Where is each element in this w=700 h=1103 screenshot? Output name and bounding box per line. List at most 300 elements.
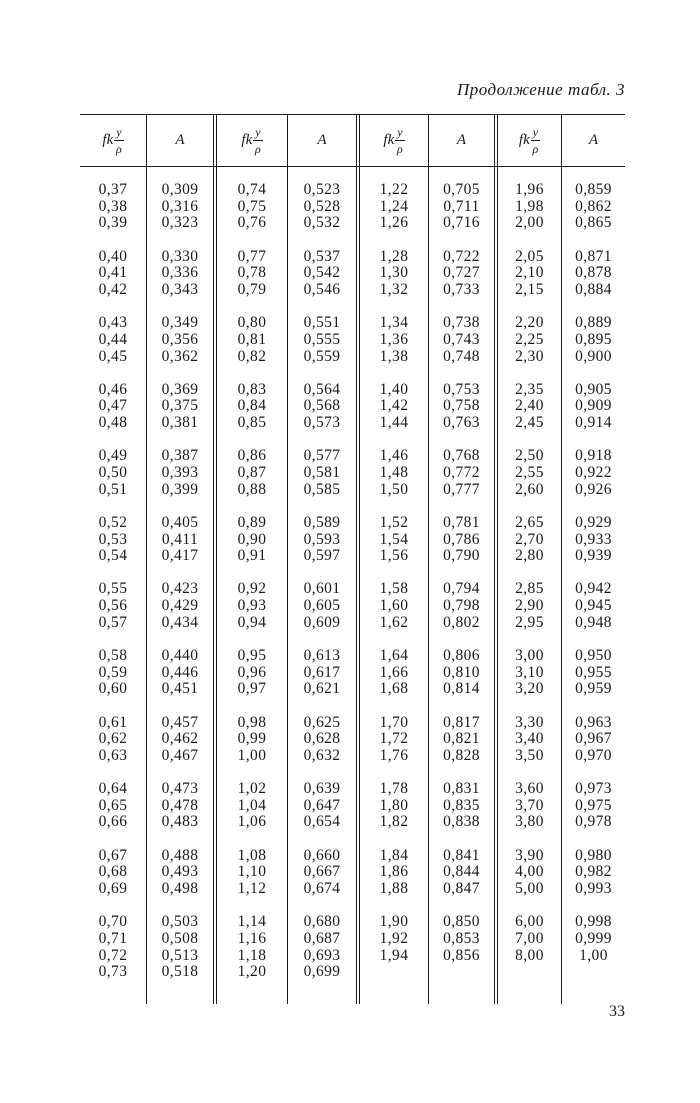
arg-cell: 1,80 [379, 796, 409, 814]
val-cell: 0,589 [303, 513, 341, 531]
row-group [429, 382, 494, 432]
arg-cell: 3,30 [515, 713, 544, 731]
row-group [217, 848, 287, 898]
row-group [288, 648, 356, 698]
arg-cell: 1,46 [379, 447, 409, 465]
arg-cell: 1,28 [379, 247, 409, 265]
arg-cell: 1,98 [515, 197, 544, 215]
val-cell: 0,498 [161, 880, 199, 897]
arg-cell: 0,55 [98, 580, 128, 598]
val-cell: 0,323 [161, 214, 199, 232]
val-cell: 0,381 [161, 414, 199, 432]
val-cell: 0,362 [161, 347, 199, 365]
arg-cell: 0,50 [98, 463, 128, 481]
val-cell: 0,878 [575, 264, 612, 282]
row-group [429, 581, 494, 631]
arg-cell: 3,90 [515, 846, 544, 864]
arg-cell: 0,91 [237, 547, 267, 565]
arg-cell: 3,50 [515, 746, 544, 764]
row-group [80, 781, 146, 831]
val-cell: 0,405 [161, 513, 199, 531]
row-group [562, 315, 625, 365]
arg-cell: 2,60 [515, 480, 544, 498]
arg-cell: 3,40 [515, 730, 544, 748]
arg-cell: 1,54 [379, 530, 409, 548]
row-group [562, 781, 625, 831]
table-caption: Продолжение табл. 3 [456, 80, 625, 99]
arg-cell: 2,45 [515, 414, 544, 432]
table-header-rule [80, 166, 625, 167]
arg-cell: 0,41 [98, 264, 128, 282]
val-cell: 0,786 [443, 530, 480, 548]
val-cell: 0,768 [443, 447, 480, 465]
row-group [429, 848, 494, 898]
arg-cell: 0,94 [237, 613, 267, 631]
val-cell: 0,478 [161, 796, 199, 814]
row-group [360, 581, 428, 631]
row-group [147, 914, 213, 981]
row-group [562, 648, 625, 698]
row-group [288, 914, 356, 981]
val-column-3 [429, 182, 494, 981]
row-group [288, 249, 356, 299]
arg-cell: 0,71 [98, 929, 128, 947]
arg-cell: 0,89 [237, 513, 267, 531]
val-cell: 0,546 [303, 280, 341, 298]
val-cell: 0,393 [161, 463, 199, 481]
arg-cell: 0,74 [237, 181, 267, 198]
arg-cell: 2,10 [515, 264, 544, 282]
val-cell: 0,889 [575, 314, 612, 332]
row-group [147, 848, 213, 898]
arg-cell: 1,24 [379, 197, 409, 215]
val-cell: 0,493 [161, 863, 199, 881]
row-group [147, 315, 213, 365]
val-cell: 0,705 [443, 181, 480, 198]
val-cell: 0,959 [575, 680, 612, 698]
val-cell: 0,871 [575, 247, 612, 265]
val-cell: 0,532 [303, 214, 341, 232]
val-cell: 0,950 [575, 646, 612, 664]
arg-cell: 1,62 [379, 613, 409, 631]
row-group [80, 914, 146, 981]
arg-cell: 2,15 [515, 280, 544, 298]
val-cell: 0,601 [303, 580, 341, 598]
row-group [217, 315, 287, 365]
arg-cell: 5,00 [515, 880, 544, 897]
arg-cell: 0,78 [237, 264, 267, 282]
row-group [147, 448, 213, 498]
val-cell: 0,336 [161, 264, 199, 282]
arg-cell: 1,12 [237, 880, 267, 897]
arg-cell: 3,60 [515, 780, 544, 798]
header-value-1: A [175, 131, 185, 148]
val-column-1 [147, 182, 213, 997]
val-cell: 0,909 [575, 397, 612, 415]
arg-cell: 0,43 [98, 314, 128, 332]
row-group [288, 182, 356, 232]
row-group [498, 249, 561, 299]
arg-cell: 0,95 [237, 646, 267, 664]
arg-cell: 2,85 [515, 580, 544, 598]
val-cell: 0,814 [443, 680, 480, 698]
arg-cell: 0,57 [98, 613, 128, 631]
arg-cell: 0,65 [98, 796, 128, 814]
val-cell: 0,434 [161, 613, 199, 631]
header-value-2: A [317, 131, 327, 148]
val-cell: 0,667 [303, 863, 341, 881]
arg-cell: 1,86 [379, 863, 409, 881]
row-group [562, 848, 625, 898]
val-cell: 0,687 [303, 929, 341, 947]
row-group [217, 581, 287, 631]
arg-column-1 [80, 182, 146, 997]
val-cell: 0,817 [443, 713, 480, 731]
arg-cell: 0,75 [237, 197, 267, 215]
row-group [80, 249, 146, 299]
val-cell: 0,568 [303, 397, 341, 415]
row-group [80, 315, 146, 365]
row-group [217, 448, 287, 498]
arg-column-3 [360, 182, 428, 981]
arg-cell: 0,76 [237, 214, 267, 232]
row-group [360, 315, 428, 365]
arg-column-2 [217, 182, 287, 997]
row-group [217, 715, 287, 765]
arg-cell: 1,52 [379, 513, 409, 531]
val-cell: 0,862 [575, 197, 612, 215]
val-cell: 0,926 [575, 480, 612, 498]
val-cell: 0,810 [443, 663, 480, 681]
arg-cell: 1,18 [237, 946, 267, 964]
arg-cell: 0,83 [237, 380, 267, 398]
arg-cell: 0,56 [98, 597, 128, 615]
row-group [562, 515, 625, 565]
arg-cell: 0,58 [98, 646, 128, 664]
arg-cell: 1,82 [379, 813, 409, 831]
arg-cell: 1,22 [379, 181, 409, 198]
val-cell: 0,781 [443, 513, 480, 531]
val-cell: 0,955 [575, 663, 612, 681]
arg-cell: 1,70 [379, 713, 409, 731]
row-group [288, 781, 356, 831]
val-cell: 0,711 [443, 197, 480, 215]
arg-cell: 0,98 [237, 713, 267, 731]
row-group [147, 581, 213, 631]
val-cell: 0,973 [575, 780, 612, 798]
arg-cell: 0,97 [237, 680, 267, 698]
arg-cell: 2,30 [515, 347, 544, 365]
header-argument-2 [217, 114, 287, 166]
arg-cell: 3,10 [515, 663, 544, 681]
val-cell: 0,585 [303, 480, 341, 498]
val-cell: 0,794 [443, 580, 480, 598]
val-cell: 0,457 [161, 713, 199, 731]
arg-cell: 2,55 [515, 463, 544, 481]
val-cell: 0,838 [443, 813, 480, 831]
arg-cell: 3,00 [515, 646, 544, 664]
row-group [429, 315, 494, 365]
row-group [429, 715, 494, 765]
row-group [288, 315, 356, 365]
val-cell: 0,647 [303, 796, 341, 814]
arg-cell: 1,84 [379, 846, 409, 864]
val-cell: 0,446 [161, 663, 199, 681]
val-cell: 0,998 [575, 913, 612, 931]
val-cell: 0,369 [161, 380, 199, 398]
val-cell: 0,900 [575, 347, 612, 365]
row-group [498, 382, 561, 432]
row-group [217, 382, 287, 432]
header-arg-numerator: y [116, 124, 122, 139]
row-group [217, 781, 287, 831]
row-group [288, 581, 356, 631]
arg-cell: 0,51 [98, 480, 128, 498]
val-cell: 0,918 [575, 447, 612, 465]
row-group [498, 182, 561, 232]
arg-cell: 2,05 [515, 247, 544, 265]
arg-cell: 0,49 [98, 447, 128, 465]
arg-cell: 0,62 [98, 730, 128, 748]
arg-cell: 1,14 [237, 913, 267, 931]
arg-cell: 7,00 [515, 929, 544, 947]
row-group [217, 249, 287, 299]
arg-cell: 0,47 [98, 397, 128, 415]
row-group [217, 648, 287, 698]
val-cell: 0,349 [161, 314, 199, 332]
val-cell: 0,411 [161, 530, 199, 548]
row-group [288, 715, 356, 765]
val-cell: 0,828 [443, 746, 480, 764]
val-cell: 0,573 [303, 414, 341, 432]
arg-cell: 1,88 [379, 880, 409, 897]
arg-cell: 2,90 [515, 597, 544, 615]
val-cell: 0,639 [303, 780, 341, 798]
header-argument-1 [80, 114, 146, 166]
arg-column-4 [498, 182, 561, 981]
row-group [80, 715, 146, 765]
arg-cell: 0,53 [98, 530, 128, 548]
val-cell: 0,844 [443, 863, 480, 881]
val-cell: 0,727 [443, 264, 480, 282]
row-group [429, 515, 494, 565]
arg-cell: 0,99 [237, 730, 267, 748]
arg-cell: 0,42 [98, 280, 128, 298]
val-cell: 1,00 [579, 946, 608, 964]
val-cell: 0,528 [303, 197, 341, 215]
row-group [360, 648, 428, 698]
row-group [217, 182, 287, 232]
val-cell: 0,399 [161, 480, 199, 498]
arg-cell: 0,79 [237, 280, 267, 298]
row-group [360, 914, 428, 964]
page-number: 33 [609, 1003, 625, 1020]
val-cell: 0,743 [443, 330, 480, 348]
row-group [498, 715, 561, 765]
val-cell: 0,945 [575, 597, 612, 615]
row-group [147, 515, 213, 565]
val-cell: 0,693 [303, 946, 341, 964]
arg-cell: 2,70 [515, 530, 544, 548]
val-cell: 0,559 [303, 347, 341, 365]
row-group [562, 581, 625, 631]
val-cell: 0,806 [443, 646, 480, 664]
arg-cell: 1,44 [379, 414, 409, 432]
val-cell: 0,970 [575, 746, 612, 764]
arg-cell: 0,52 [98, 513, 128, 531]
arg-cell: 2,80 [515, 547, 544, 565]
row-group [498, 781, 561, 831]
arg-cell: 2,65 [515, 513, 544, 531]
arg-cell: 0,88 [237, 480, 267, 498]
val-cell: 0,763 [443, 414, 480, 432]
val-cell: 0,537 [303, 247, 341, 265]
arg-cell: 0,59 [98, 663, 128, 681]
header-arg-denominator: ρ [532, 141, 539, 156]
row-group [562, 182, 625, 232]
arg-cell: 1,96 [515, 181, 544, 198]
val-cell: 0,581 [303, 463, 341, 481]
val-cell: 0,451 [161, 680, 199, 698]
arg-cell: 1,56 [379, 547, 409, 565]
val-cell: 0,939 [575, 547, 612, 565]
arg-cell: 3,70 [515, 796, 544, 814]
val-cell: 0,722 [443, 247, 480, 265]
row-group [562, 448, 625, 498]
arg-cell: 1,30 [379, 264, 409, 282]
row-group [288, 448, 356, 498]
val-cell: 0,423 [161, 580, 199, 598]
val-cell: 0,343 [161, 280, 199, 298]
row-group [147, 182, 213, 232]
val-cell: 0,356 [161, 330, 199, 348]
arg-cell: 1,50 [379, 480, 409, 498]
val-column-2 [288, 182, 356, 997]
val-cell: 0,518 [161, 963, 199, 981]
arg-cell: 1,78 [379, 780, 409, 798]
val-cell: 0,551 [303, 314, 341, 332]
arg-cell: 0,61 [98, 713, 128, 731]
row-group [80, 648, 146, 698]
arg-cell: 1,32 [379, 280, 409, 298]
header-arg-prefix: fk [102, 131, 114, 148]
val-cell: 0,933 [575, 530, 612, 548]
arg-cell: 0,82 [237, 347, 267, 365]
arg-cell: 1,06 [237, 813, 267, 831]
val-cell: 0,856 [443, 946, 480, 964]
row-group [360, 515, 428, 565]
row-group [80, 515, 146, 565]
header-argument-3 [360, 114, 428, 166]
val-cell: 0,577 [303, 447, 341, 465]
val-cell: 0,316 [161, 197, 199, 215]
row-group [429, 914, 494, 964]
val-cell: 0,975 [575, 796, 612, 814]
arg-cell: 1,02 [237, 780, 267, 798]
val-cell: 0,831 [443, 780, 480, 798]
arg-cell: 1,68 [379, 680, 409, 698]
row-group [360, 781, 428, 831]
val-cell: 0,967 [575, 730, 612, 748]
row-group [360, 182, 428, 232]
val-cell: 0,660 [303, 846, 341, 864]
arg-cell: 0,39 [98, 214, 128, 232]
header-arg-prefix: fk [241, 131, 253, 148]
arg-cell: 1,00 [237, 746, 267, 764]
val-cell: 0,417 [161, 547, 199, 565]
val-cell: 0,628 [303, 730, 341, 748]
row-group [288, 848, 356, 898]
arg-cell: 1,34 [379, 314, 409, 332]
val-cell: 0,978 [575, 813, 612, 831]
arg-cell: 2,50 [515, 447, 544, 465]
header-value-4: A [588, 131, 599, 148]
val-cell: 0,922 [575, 463, 612, 481]
val-cell: 0,865 [575, 214, 612, 232]
val-cell: 0,948 [575, 613, 612, 631]
arg-cell: 0,68 [98, 863, 128, 881]
val-cell: 0,790 [443, 547, 480, 565]
row-group [360, 382, 428, 432]
row-group [80, 848, 146, 898]
row-group [429, 781, 494, 831]
row-group [360, 848, 428, 898]
val-cell: 0,853 [443, 929, 480, 947]
val-cell: 0,821 [443, 730, 480, 748]
header-argument-4 [498, 114, 561, 166]
arg-cell: 1,60 [379, 597, 409, 615]
row-group [147, 715, 213, 765]
val-cell: 0,473 [161, 780, 199, 798]
row-group [147, 781, 213, 831]
arg-cell: 1,16 [237, 929, 267, 947]
header-value-3: A [456, 131, 467, 148]
arg-cell: 1,04 [237, 796, 267, 814]
arg-cell: 0,46 [98, 380, 128, 398]
arg-cell: 1,64 [379, 646, 409, 664]
row-group [217, 515, 287, 565]
val-cell: 0,905 [575, 380, 612, 398]
row-group [360, 715, 428, 765]
header-arg-prefix: fk [383, 131, 395, 148]
row-group [562, 249, 625, 299]
val-cell: 0,753 [443, 380, 480, 398]
row-group [498, 914, 561, 964]
val-cell: 0,942 [575, 580, 612, 598]
val-cell: 0,929 [575, 513, 612, 531]
val-cell: 0,503 [161, 913, 199, 931]
val-cell: 0,597 [303, 547, 341, 565]
arg-cell: 1,42 [379, 397, 409, 415]
row-group [80, 581, 146, 631]
row-group [360, 249, 428, 299]
val-cell: 0,621 [303, 680, 341, 698]
arg-cell: 0,73 [98, 963, 128, 981]
header-arg-denominator: ρ [397, 141, 403, 156]
header-arg-denominator: ρ [255, 141, 261, 156]
val-cell: 0,523 [303, 181, 341, 198]
row-group [498, 448, 561, 498]
row-group [498, 315, 561, 365]
val-cell: 0,999 [575, 929, 612, 947]
val-cell: 0,542 [303, 264, 341, 282]
row-group [147, 249, 213, 299]
arg-cell: 0,60 [98, 680, 128, 698]
arg-cell: 0,93 [237, 597, 267, 615]
arg-cell: 1,08 [237, 846, 267, 864]
arg-cell: 1,58 [379, 580, 409, 598]
val-cell: 0,847 [443, 880, 480, 897]
